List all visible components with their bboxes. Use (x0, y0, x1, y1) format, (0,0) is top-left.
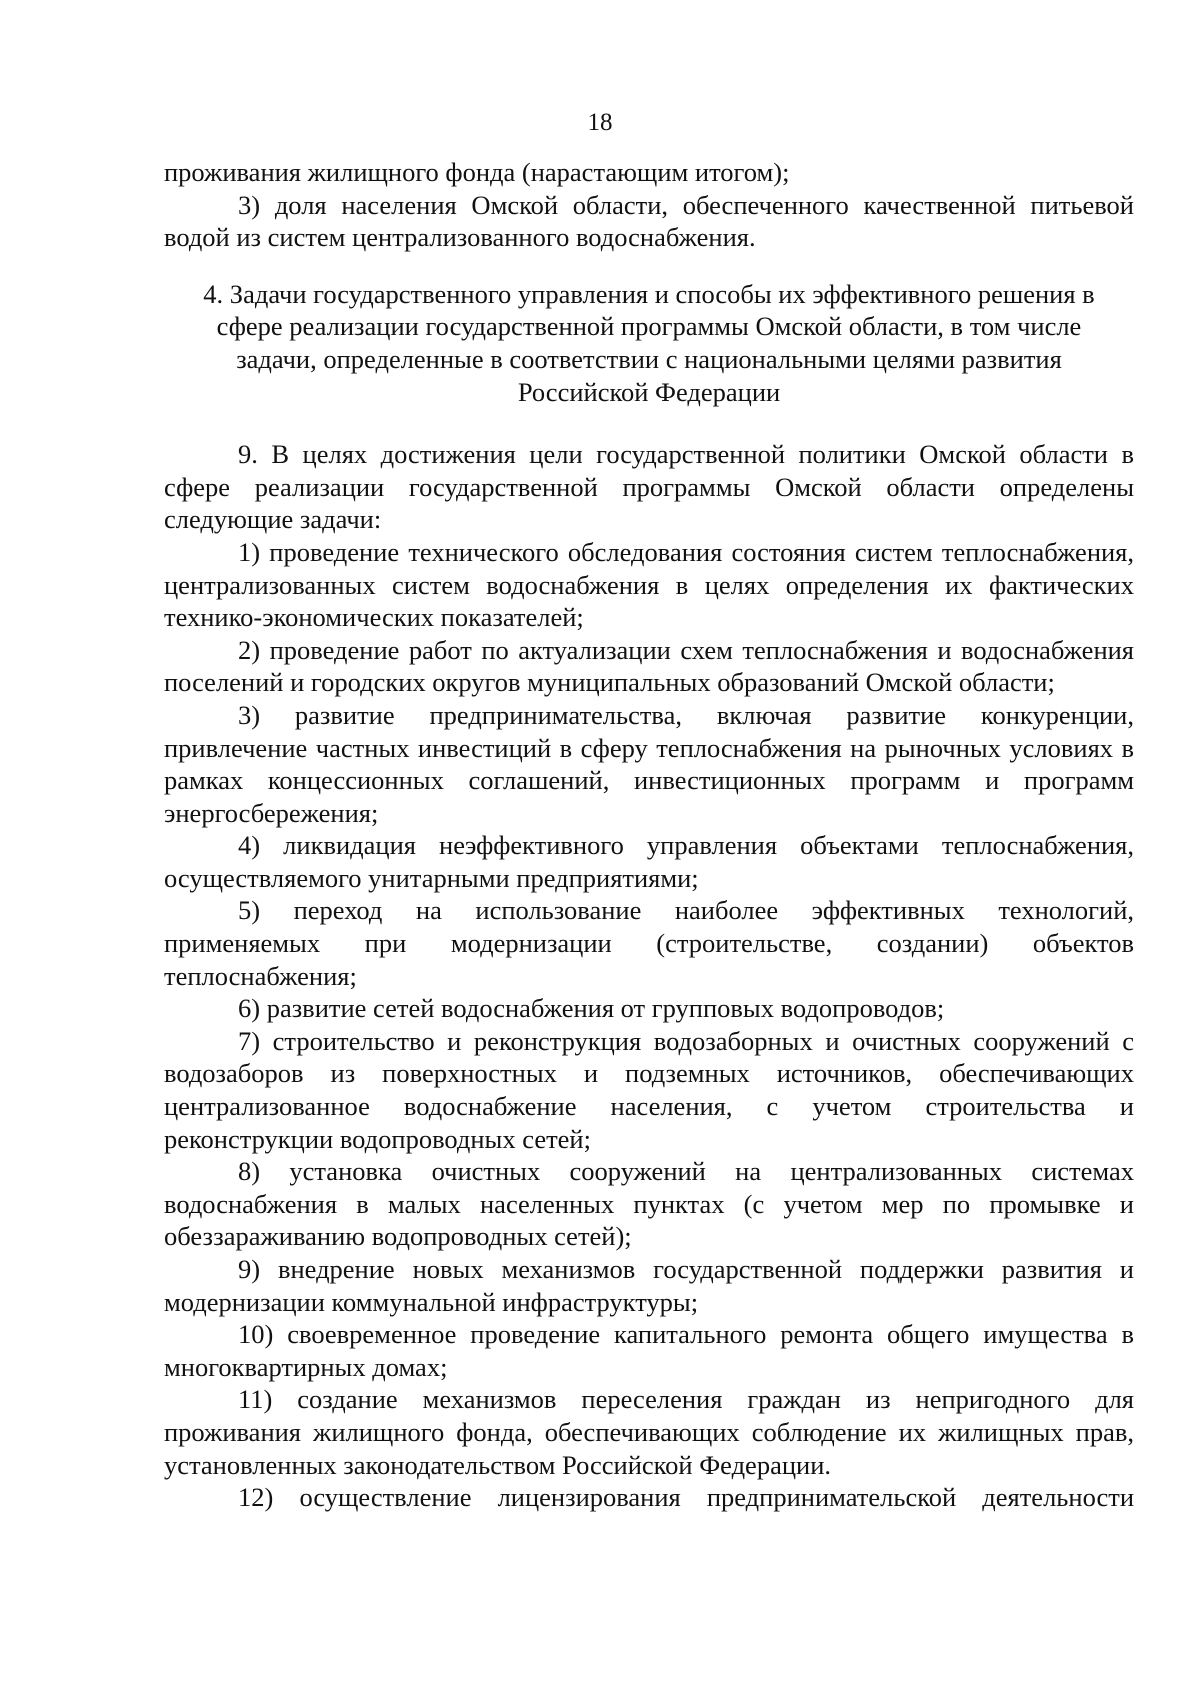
paragraph: 2) проведение работ по актуализации схем теплоснабжения и водоснабжения поселений и городских округов муниципальных образований Омской области; (164, 634, 1134, 698)
paragraph: 8) установка очистных сооружений на централизованных системах водоснабжения в малых населенных пунктах (с учетом мер по промывке и обеззараживанию водопроводных сетей); (164, 1156, 1134, 1252)
paragraph: 3) развитие предпринимательства, включая развитие конкуренции, привлечение частных инвестиций в сферу теплоснабжения на рыночных условиях в рамках концессионных соглашений, инвестиционных программ и программ энергосбережения; (164, 699, 1134, 828)
paragraph: 3) доля населения Омской области, обеспеченного качественной питьевой водой из систем централизованного водоснабжения. (164, 189, 1134, 253)
document-body (164, 156, 1134, 1514)
paragraph: 5) переход на использование наиболее эффективных технологий, применяемых при модернизации (строительстве, создании) объектов теплоснабжения; (164, 895, 1134, 991)
paragraph: 7) строительство и реконструкция водозаборных и очистных сооружений с водозаборов из поверхностных и подземных источников, обеспечивающих централизованное водоснабжение населения, с учетом строительства и реконструкции водопроводных сетей; (164, 1025, 1134, 1154)
paragraph: 4) ликвидация неэффективного управления объектами теплоснабжения, осуществляемого унитарными предприятиями; (164, 830, 1134, 893)
paragraph: 1) проведение технического обследования состояния систем теплоснабжения, централизованных систем водоснабжения в целях определения их фактических технико-экономических показателей; (164, 536, 1134, 633)
page-number: 18 (587, 109, 613, 136)
intro-paragraphs (164, 156, 1134, 254)
paragraph: 10) своевременное проведение капитального ремонта общего имущества в многоквартирных домах; (164, 1319, 1134, 1382)
paragraph: проживания жилищного фонда (нарастающим итогом); (164, 157, 790, 187)
paragraph: 9. В целях достижения цели государственной политики Омской области в сфере реализации государственной программы Омской области определены следующие задачи: (164, 439, 1134, 535)
paragraph: 9) внедрение новых механизмов государственной поддержки развития и модернизации коммунальной инфраструктуры; (164, 1254, 1134, 1317)
paragraph: 6) развитие сетей водоснабжения от групповых водопроводов; (238, 993, 945, 1024)
section-heading: 4. Задачи государственного управления и способы их эффективного решения в сфере реализации государственной программы Омской области, в том числе задачи, определенные в соответствии с национальными целями развития Российской Федерации (203, 278, 1095, 407)
paragraph: 12) осуществление лицензирования предпринимательской деятельности (238, 1482, 1134, 1513)
paragraph: 11) создание механизмов переселения граждан из непригодного для проживания жилищного фонда, обеспечивающих соблюдение их жилищных прав, установленных законодательством Российской Федерации. (164, 1384, 1134, 1480)
tasks-list (164, 438, 1134, 1514)
